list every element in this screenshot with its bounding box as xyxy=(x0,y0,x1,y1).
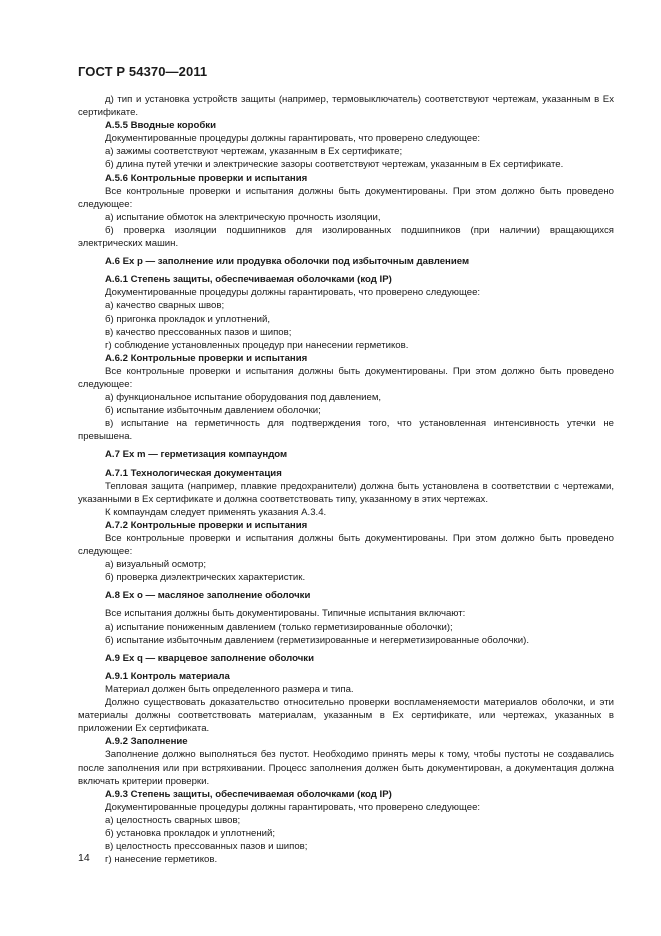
paragraph: а) качество сварных швов; xyxy=(105,300,225,312)
section-heading: А.9.1 Контроль материала xyxy=(105,670,230,682)
paragraph: б) проверка изоляции подшипников для изолированных подшипников (при наличии) вращающихся электрических машин. xyxy=(78,224,614,250)
page-header: ГОСТ Р 54370—2011 xyxy=(78,64,208,79)
paragraph: Все контрольные проверки и испытания должны быть документированы. При этом должно быть проведено следующее: xyxy=(78,533,614,558)
paragraph: в) целостность прессованных пазов и шипов; xyxy=(105,841,308,853)
section-heading: А.7.2 Контрольные проверки и испытания xyxy=(105,519,308,531)
paragraph: а) целостность сварных швов; xyxy=(105,814,241,826)
paragraph: К компаундам следует применять указания А.3.4. xyxy=(105,506,327,518)
paragraph: Материал должен быть определенного размера и типа. xyxy=(105,683,354,695)
paragraph: г) нанесение герметиков. xyxy=(105,854,218,866)
page-number: 14 xyxy=(78,852,90,864)
paragraph: а) зажимы соответствуют чертежам, указанным в Ex сертификате; xyxy=(105,146,403,158)
section-heading: А.6.2 Контрольные проверки и испытания xyxy=(105,352,308,364)
section-heading: А.7.1 Технологическая документация xyxy=(105,467,282,479)
paragraph: б) длина путей утечки и электрические зазоры соответствуют чертежам, указанным в Ex сертификате. xyxy=(105,159,564,171)
paragraph: Документированные процедуры должны гарантировать, что проверено следующее: xyxy=(105,287,481,299)
paragraph: б) испытание избыточным давлением оболочки; xyxy=(105,405,321,417)
paragraph: Заполнение должно выполняться без пустот. Необходимо принять меры к тому, чтобы пустоты не создавались после заполнения или при встряхивании. Процесс заполнения должен быть документирован, а документация должна включать критерии проверки. xyxy=(78,749,614,787)
section-heading: А.8 Ex o — масляное заполнение оболочки xyxy=(105,590,311,602)
section-heading: А.5.5 Вводные коробки xyxy=(105,120,216,132)
paragraph: Все контрольные проверки и испытания должны быть документированы. При этом должно быть проведено следующее: xyxy=(78,185,614,210)
paragraph: Все испытания должны быть документированы. Типичные испытания включают: xyxy=(105,608,466,620)
paragraph: Должно существовать доказательство относительно проверки воспламеняемости материалов оболочки, и эти материалы должны соответствовать материалам, указанным в Ex сертификате, или чертежах, указанных в приложении Ex сертификата. xyxy=(78,697,614,735)
paragraph: а) испытание обмоток на электрическую прочность изоляции, xyxy=(105,211,381,223)
paragraph: д) тип и установка устройств защиты (например, термовыключатель) соответствуют чертежам, указанным в Ex сертификате. xyxy=(78,94,614,119)
section-heading: А.9.2 Заполнение xyxy=(105,736,188,748)
paragraph: б) установка прокладок и уплотнений; xyxy=(105,827,276,839)
paragraph: Все контрольные проверки и испытания должны быть документированы. При этом должно быть проведено следующее: xyxy=(78,365,614,390)
section-heading: А.9 Ex q — кварцевое заполнение оболочки xyxy=(105,652,314,664)
section-heading: А.7 Ex m — герметизация компаундом xyxy=(105,449,288,461)
paragraph: Документированные процедуры должны гарантировать, что проверено следующее: xyxy=(105,133,481,145)
paragraph: в) качество прессованных пазов и шипов; xyxy=(105,326,292,338)
paragraph: а) функциональное испытание оборудования под давлением, xyxy=(105,392,382,404)
paragraph: в) испытание на герметичность для подтверждения того, что установленная интенсивность утечки не превышена. xyxy=(78,418,614,443)
paragraph: б) пригонка прокладок и уплотнений, xyxy=(105,313,271,325)
paragraph: б) проверка диэлектрических характеристик. xyxy=(105,572,306,584)
paragraph: б) испытание избыточным давлением (герметизированные и негерметизированные оболочки). xyxy=(105,634,529,646)
document-body xyxy=(78,93,614,866)
section-heading: А.6.1 Степень защиты, обеспечиваемая оболочками (код IP) xyxy=(105,274,392,286)
paragraph: а) визуальный осмотр; xyxy=(105,559,207,571)
paragraph: Тепловая защита (например, плавкие предохранители) должна быть установлена в соответствии с чертежами, указанными в Ex сертификате и должна соответствовать типу, указанному в этих чертежах. xyxy=(78,480,614,505)
paragraph: а) испытание пониженным давлением (только герметизированные оболочки); xyxy=(105,621,453,633)
section-heading: А.6 Ex p — заполнение или продувка оболочки под избыточным давлением xyxy=(105,256,470,268)
paragraph: г) соблюдение установленных процедур при нанесении герметиков. xyxy=(105,339,409,351)
section-heading: А.9.3 Степень защиты, обеспечиваемая оболочками (код IP) xyxy=(105,788,392,800)
section-heading: А.5.6 Контрольные проверки и испытания xyxy=(105,172,308,184)
paragraph: Документированные процедуры должны гарантировать, что проверено следующее: xyxy=(105,801,481,813)
